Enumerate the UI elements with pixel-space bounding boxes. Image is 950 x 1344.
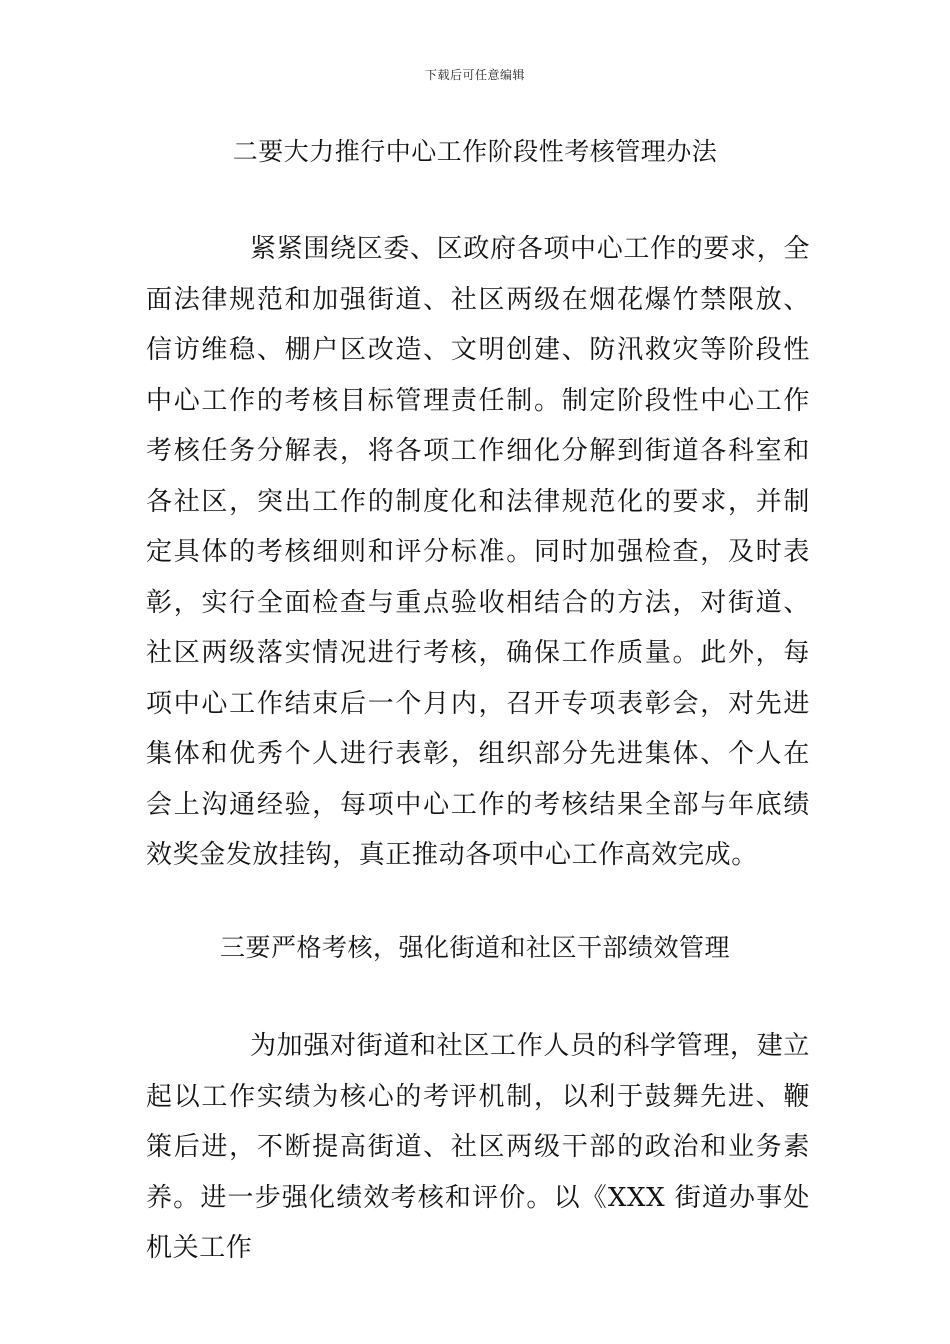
section-title-3: 三要严格考核，强化街道和社区干部绩效管理: [219, 933, 730, 962]
section-paragraph-3: 为加强对街道和社区工作人员的科学管理，建立起以工作实绩为核心的考评机制，以利于鼓舞先进、鞭策后进，不断提高街道、社区两级干部的政治和业务素养。进一步强化绩效考核和评价。以《XXX 街道办事处机关工作: [146, 1031, 810, 1263]
section-title-2: 二要大力推行中心工作阶段性考核管理办法: [232, 137, 718, 166]
section-paragraph-2: 紧紧围绕区委、区政府各项中心工作的要求，全面法律规范和加强街道、社区两级在烟花爆竹禁限放、信访维稳、棚户区改造、文明创建、防汛救灾等阶段性中心工作的考核目标管理责任制。制定阶段性中心工作考核任务分解表，将各项工作细化分解到街道各科室和各社区，突出工作的制度化和法律规范化的要求，并制定具体的考核细则和评分标准。同时加强检查，及时表彰，实行全面检查与重点验收相结合的方法，对街道、社区两级落实情况进行考核，确保工作质量。此外，每项中心工作结束后一个月内，召开专项表彰会，对先进集体和优秀个人进行表彰，组织部分先进集体、个人在会上沟通经验，每项中心工作的考核结果全部与年底绩效奖金发放挂钩，真正推动各项中心工作高效完成。: [146, 234, 810, 870]
header-note: 下载后可任意编辑: [424, 68, 525, 82]
